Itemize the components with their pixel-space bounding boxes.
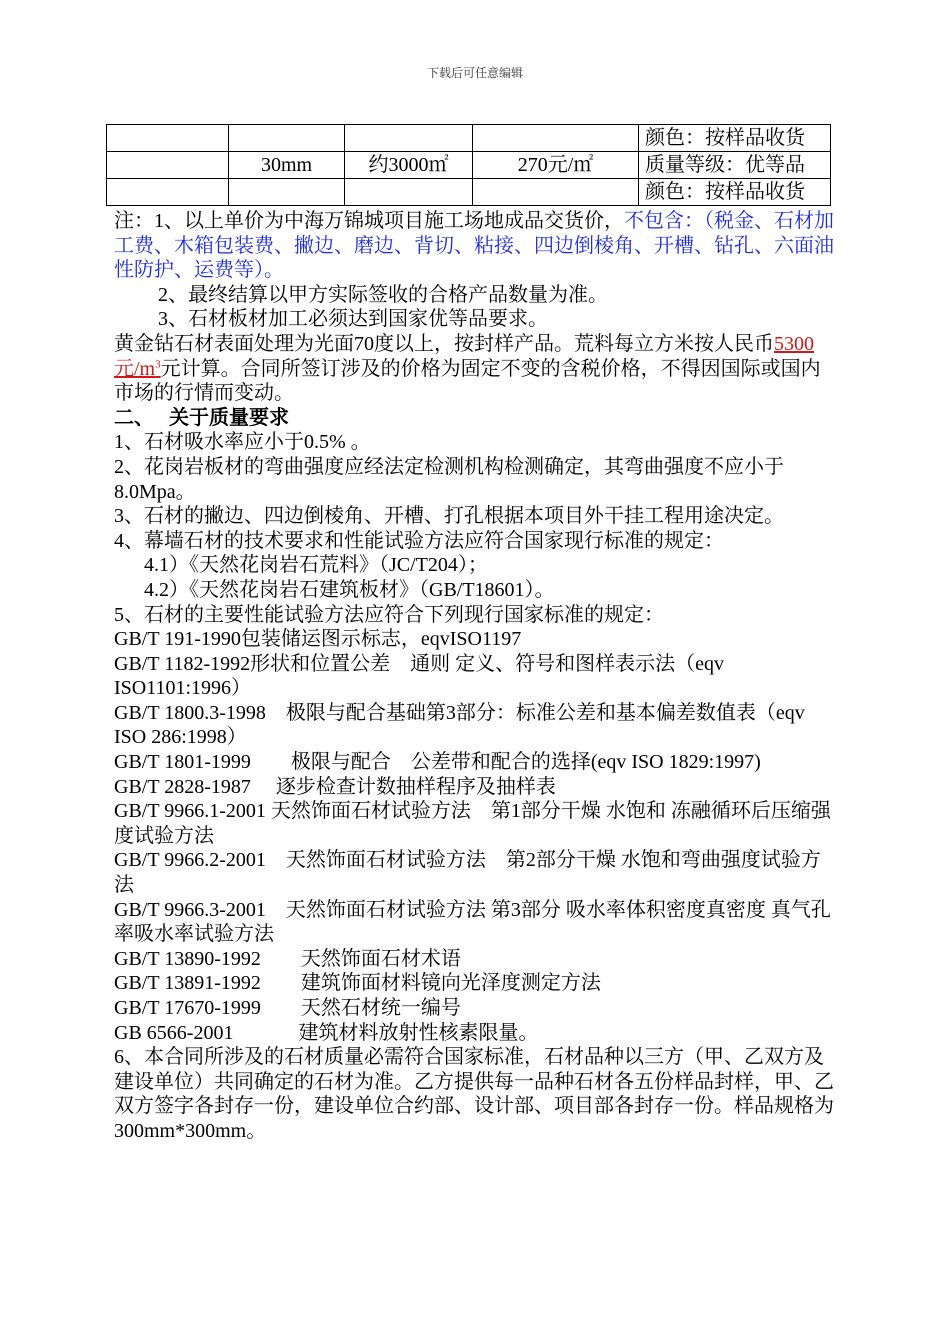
standard-line: GB/T 1182-1992形状和位置公差 通则 定义、符号和图样表示法（eqv ISO1101:1996） xyxy=(114,652,724,700)
standard-line: GB/T 17670-1999 天然石材统一编号 xyxy=(114,997,461,1019)
table-cell xyxy=(229,125,345,152)
standard-line: GB/T 9966.1-2001 天然饰面石材试验方法 第1部分干燥 水饱和 冻融循环后压缩强度试验方法 xyxy=(114,800,831,847)
table-cell: 颜色：按样品收货 xyxy=(639,179,831,206)
quality-item: 3、石材的撇边、四边倒棱角、开槽、打孔根据本项目外干挂工程用途决定。 xyxy=(114,505,784,528)
page-header: 下载后可任意编辑 xyxy=(426,66,523,80)
quality-item: 5、石材的主要性能试验方法应符合下列现行国家标准的规定： xyxy=(114,603,664,626)
quality-subitem: 4.2）《天然花岗岩石建筑板材》（GB/T18601）。 xyxy=(144,578,555,601)
table-cell: 颜色：按样品收货 xyxy=(639,125,831,152)
table-row xyxy=(107,152,831,179)
quality-subitem: 4.1）《天然花岗岩石荒料》（JC/T204）； xyxy=(144,554,488,577)
quality-item-6: 6、本合同所涉及的石材质量必需符合国家标准，石材品种以三方（甲、乙双方及建设单位）共同确定的石材为准。乙方提供每一品种石材各五份样品封样，甲、乙双方签字各封存一份，建设单位合约部、设计部、项目部各封存一份。样品规格为300mm*300mm。 xyxy=(114,1046,834,1142)
table-cell: 30mm xyxy=(229,152,345,179)
table-row xyxy=(107,125,831,152)
table-cell xyxy=(229,179,345,206)
table-cell xyxy=(473,125,639,152)
standard-line: GB/T 13890-1992 天然饰面石材术语 xyxy=(114,947,461,970)
price-text-b: 元计算。合同所签订涉及的价格为固定不变的含税价格，不得因国际或国内市场的行情而变动。 xyxy=(114,357,821,405)
document-body xyxy=(114,209,838,1144)
standard-line: GB/T 1800.3-1998 极限与配合基础第3部分：标准公差和基本偏差数值表（eqv ISO 286:1998） xyxy=(114,701,805,749)
standard-line: GB/T 9966.3-2001 天然饰面石材试验方法 第3部分 吸水率体积密度真密度 真气孔率吸水率试验方法 xyxy=(114,898,831,946)
table-cell xyxy=(345,125,473,152)
quality-item: 4、幕墙石材的技术要求和性能试验方法应符合国家现行标准的规定： xyxy=(114,529,724,552)
table-cell xyxy=(345,179,473,206)
standard-line: GB/T 2828-1987 逐步检查计数抽样程序及抽样表 xyxy=(114,775,556,798)
table-row xyxy=(107,179,831,206)
note-3: 3、石材板材加工必须达到国家优等品要求。 xyxy=(158,308,548,331)
note-1-text: 注：1、以上单价为中海万锦城项目施工场地成品交货价， xyxy=(114,210,624,232)
price-text-a: 黄金钻石材表面处理为光面70度以上，按封样产品。荒料每立方米按人民币 xyxy=(114,332,774,355)
standard-line: GB/T 13891-1992 建筑饰面材料镜向光泽度测定方法 xyxy=(114,972,601,995)
quality-item: 1、石材吸水率应小于0.5% 。 xyxy=(114,431,371,454)
note-2: 2、最终结算以甲方实际签收的合格产品数量为准。 xyxy=(158,283,608,306)
price-value: 5300元$/m^3$ xyxy=(114,332,814,380)
note-1 xyxy=(114,209,838,283)
standard-line: GB 6566-2001 建筑材料放射性核素限量。 xyxy=(114,1021,539,1044)
section-heading: 二、 关于质量要求 xyxy=(114,406,289,429)
table-cell: 约3000㎡ xyxy=(345,152,473,179)
price-paragraph xyxy=(114,332,838,406)
note-1-exclusions: 不包含：（税金、石材加工费、木箱包装费、撇边、磨边、背切、粘接、四边倒棱角、开槽、钻孔、六面油性防护、运费等）。 xyxy=(114,210,834,282)
standard-line: GB/T 191-1990包装储运图示标志，eqvISO1197 xyxy=(114,628,522,651)
standard-line: GB/T 1801-1999 极限与配合 公差带和配合的选择(eqv ISO 1829:1997) xyxy=(114,751,761,774)
table-cell: 质量等级：优等品 xyxy=(639,152,831,179)
quality-item: 2、花岗岩板材的弯曲强度应经法定检测机构检测确定，其弯曲强度不应小于8.0Mpa。 xyxy=(114,455,784,503)
table-cell: 270元/㎡ xyxy=(473,152,639,179)
spec-table xyxy=(106,124,831,206)
standard-line: GB/T 9966.2-2001 天然饰面石材试验方法 第2部分干燥 水饱和弯曲强度试验方法 xyxy=(114,849,821,897)
table-cell xyxy=(473,179,639,206)
